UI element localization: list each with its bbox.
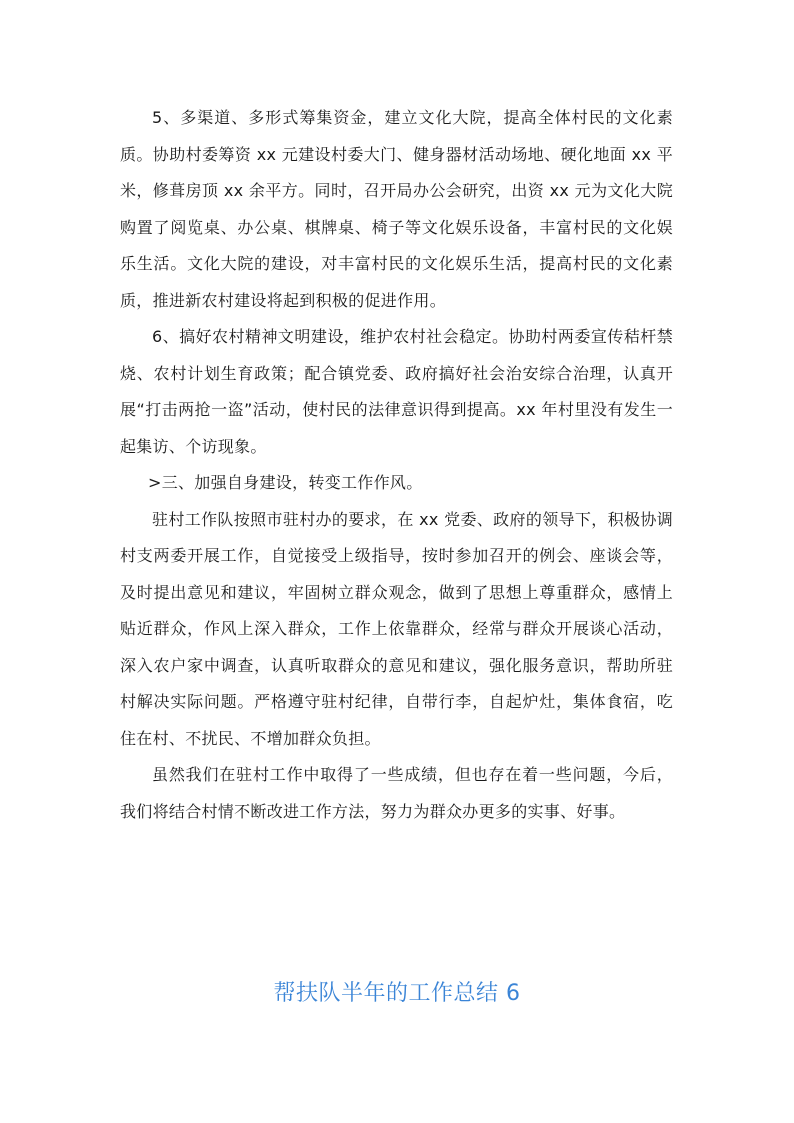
section-heading-3: >三、加强自身建设，转变工作作风。 xyxy=(148,473,423,492)
paragraph-item-6: 6、搞好农村精神文明建设，维护农村社会稳定。协助村两委宣传秸杆禁烧、农村计划生育政策；配合镇党委、政府搞好社会治安综合治理，认真开展“打击两抢一盗”活动，使村民的法律意识得到提高。xx 年村里没有发生一起集访、个访现象。 xyxy=(120,327,673,456)
paragraph-conclusion: 虽然我们在驻村工作中取得了一些成绩，但也存在着一些问题，今后，我们将结合村情不断改进工作方法，努力为群众办更多的实事、好事。 xyxy=(120,765,673,821)
document-body xyxy=(120,100,673,830)
document-title: 帮扶队半年的工作总结 6 xyxy=(273,981,521,1006)
paragraph-work-team: 驻村工作队按照市驻村办的要求，在 xx 党委、政府的领导下，积极协调村支两委开展工作，自觉接受上级指导，按时参加召开的例会、座谈会等，及时提出意见和建议，牢固树立群众观念，做到了思想上尊重群众，感情上贴近群众，作风上深入群众，工作上依靠群众，经常与群众开展谈心活动，深入农户家中调查，认真听取群众的意见和建议，强化服务意识，帮助所驻村解决实际问题。严格遵守驻村纪律，自带行李，自起炉灶，集体食宿，吃住在村、不扰民、不增加群众负担。 xyxy=(120,509,673,748)
paragraph-item-5: 5、多渠道、多形式筹集资金，建立文化大院，提高全体村民的文化素质。协助村委筹资 xx 元建设村委大门、健身器材活动场地、硬化地面 xx 平米，修葺房顶 xx 余平方。同时，召开局办公会研究，出资 xx 元为文化大院购置了阅览桌、办公桌、棋牌桌、椅子等文化娱乐设备，丰富村民的文化娱乐生活。文化大院的建设，对丰富村民的文化娱乐生活，提高村民的文化素质，推进新农村建设将起到积极的促进作用。 xyxy=(120,108,673,310)
